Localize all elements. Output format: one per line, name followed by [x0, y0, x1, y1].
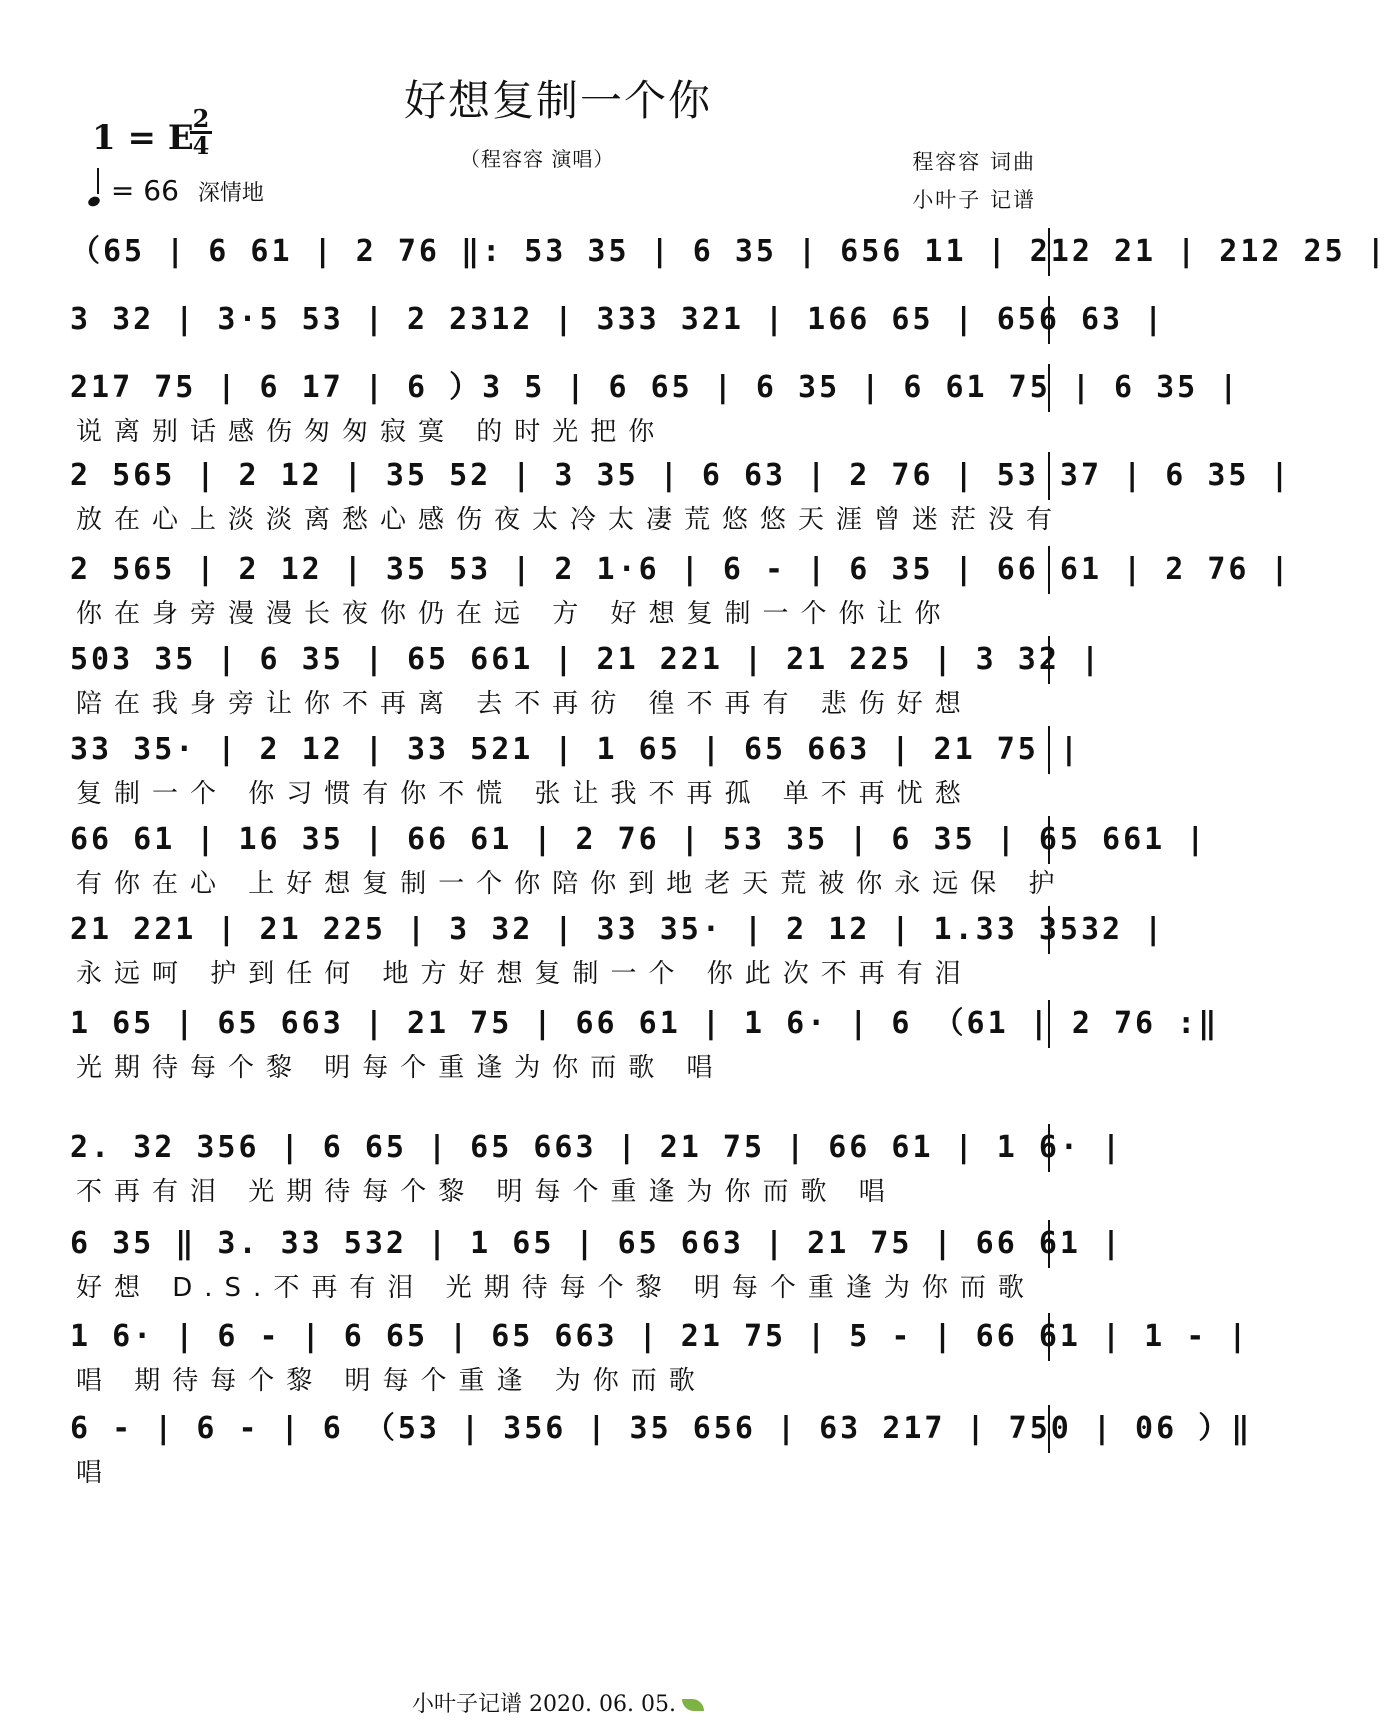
lyric-line: 永远呵 护到任何 地方好想复制一个 你此次不再有泪: [76, 959, 973, 989]
score-line: [70, 546, 1292, 634]
notation-line: 3 32 | 3·5 53 | 2 2312 | 333 321 | 166 65 | 656 63 |: [70, 296, 1050, 344]
time-signature-top: 2: [192, 104, 210, 133]
score-line: [70, 1124, 1124, 1212]
lyric-line: 复制一个 你习惯有你不慌 张让我不再孤 单不再忧愁: [76, 779, 973, 809]
quarter-note-icon: [87, 195, 102, 208]
notation-line: 33 35· | 2 12 | 33 521 | 1 65 | 65 663 | 21 75 |: [70, 726, 1050, 774]
lyric-line: 唱 期待每个黎 明每个重逢 为你而歌: [76, 1366, 707, 1396]
notation-line: 1 6· | 6 - | 6 65 | 65 663 | 21 75 | 5 - | 66 61 | 1 - |: [70, 1313, 1050, 1361]
score-line: [70, 1313, 1250, 1401]
footer-signature: [0, 1687, 1116, 1718]
notation-line: 2 565 | 2 12 | 35 53 | 2 1·6 | 6 - | 6 35 | 66 61 | 2 76 |: [70, 546, 1050, 594]
tempo-marking: [88, 174, 264, 207]
credit-music: 程容容 词曲: [912, 150, 1036, 174]
lyric-line: 光期待每个黎 明每个重逢为你而歌 唱: [76, 1053, 725, 1083]
notation-line: 21 221 | 21 225 | 3 32 | 33 35· | 2 12 | 1.33 3532 |: [70, 906, 1050, 954]
score-line: [70, 726, 1081, 814]
time-signature: [190, 104, 212, 160]
notation-line: 6 - | 6 - | 6 （53 | 356 | 35 656 | 63 217 | 750 | 06 ）‖: [70, 1405, 1050, 1453]
song-title: 好想复制一个你: [403, 76, 712, 125]
leaf-icon: [682, 1699, 704, 1711]
notation-line: 217 75 | 6 17 | 6 ）3 5 | 6 65 | 6 35 | 6 61 75 | 6 35 |: [70, 364, 1050, 412]
notation-line: 66 61 | 16 35 | 66 61 | 2 76 | 53 35 | 6 35 | 65 661 |: [70, 816, 1050, 864]
lyric-line: 你在身旁漫漫长夜你仍在远 方 好想复制一个你让你: [76, 599, 953, 629]
score-line: [70, 1000, 1220, 1088]
lyric-line: 说离别话感伤匆匆寂寞 的时光把你: [76, 417, 667, 447]
tempo-value: = 66: [110, 174, 179, 207]
notation-line: 2. 32 356 | 6 65 | 65 663 | 21 75 | 66 61 | 1 6· |: [70, 1124, 1050, 1172]
mood-marking: 深情地: [197, 181, 264, 206]
notation-line: 503 35 | 6 35 | 65 661 | 21 221 | 21 225 | 3 32 |: [70, 636, 1050, 684]
time-signature-bottom: 4: [192, 131, 210, 160]
notation-line: （65 | 6 61 | 2 76 ‖: 53 35 | 6 35 | 656 11 | 212 21 | 212 25 |: [70, 228, 1050, 276]
lyric-line: 不再有泪 光期待每个黎 明每个重逢为你而歌 唱: [76, 1177, 897, 1207]
notation-line: 1 65 | 65 663 | 21 75 | 66 61 | 1 6· | 6 （61 | 2 76 :‖: [70, 1000, 1050, 1048]
score-line: [70, 906, 1166, 994]
key-signature: 1 = E: [92, 118, 194, 158]
lyric-line: 放在心上淡淡离愁心感伤夜太冷太凄荒悠悠天涯曾迷茫没有: [76, 505, 1065, 535]
lyric-line: 有你在心 上好想复制一个你陪你到地老天荒被你永远保 护: [76, 869, 1067, 899]
lyric-line: 好想 D.S.不再有泪 光期待每个黎 明每个重逢为你而歌: [76, 1273, 1036, 1303]
score-line: [70, 228, 1388, 276]
score-line: [70, 1220, 1124, 1308]
lyric-line: 唱: [76, 1458, 115, 1488]
score-line: [70, 364, 1241, 452]
notation-line: 6 35 ‖ 3. 33 532 | 1 65 | 65 663 | 21 75 | 66 61 |: [70, 1220, 1050, 1268]
score-line: [70, 1405, 1253, 1493]
credit-transcriber: 小叶子 记谱: [912, 188, 1036, 212]
lyric-line: 陪在我身旁让你不再离 去不再彷 徨不再有 悲伤好想: [76, 689, 973, 719]
footer-text: 小叶子记谱 2020. 06. 05.: [412, 1692, 676, 1717]
score-line: [70, 636, 1103, 724]
score-line: [70, 452, 1292, 540]
performer-note: （程容容 演唱）: [460, 147, 615, 171]
notation-line: 2 565 | 2 12 | 35 52 | 3 35 | 6 63 | 2 76 | 53 37 | 6 35 |: [70, 452, 1050, 500]
score-line: [70, 296, 1166, 344]
score-line: [70, 816, 1208, 904]
